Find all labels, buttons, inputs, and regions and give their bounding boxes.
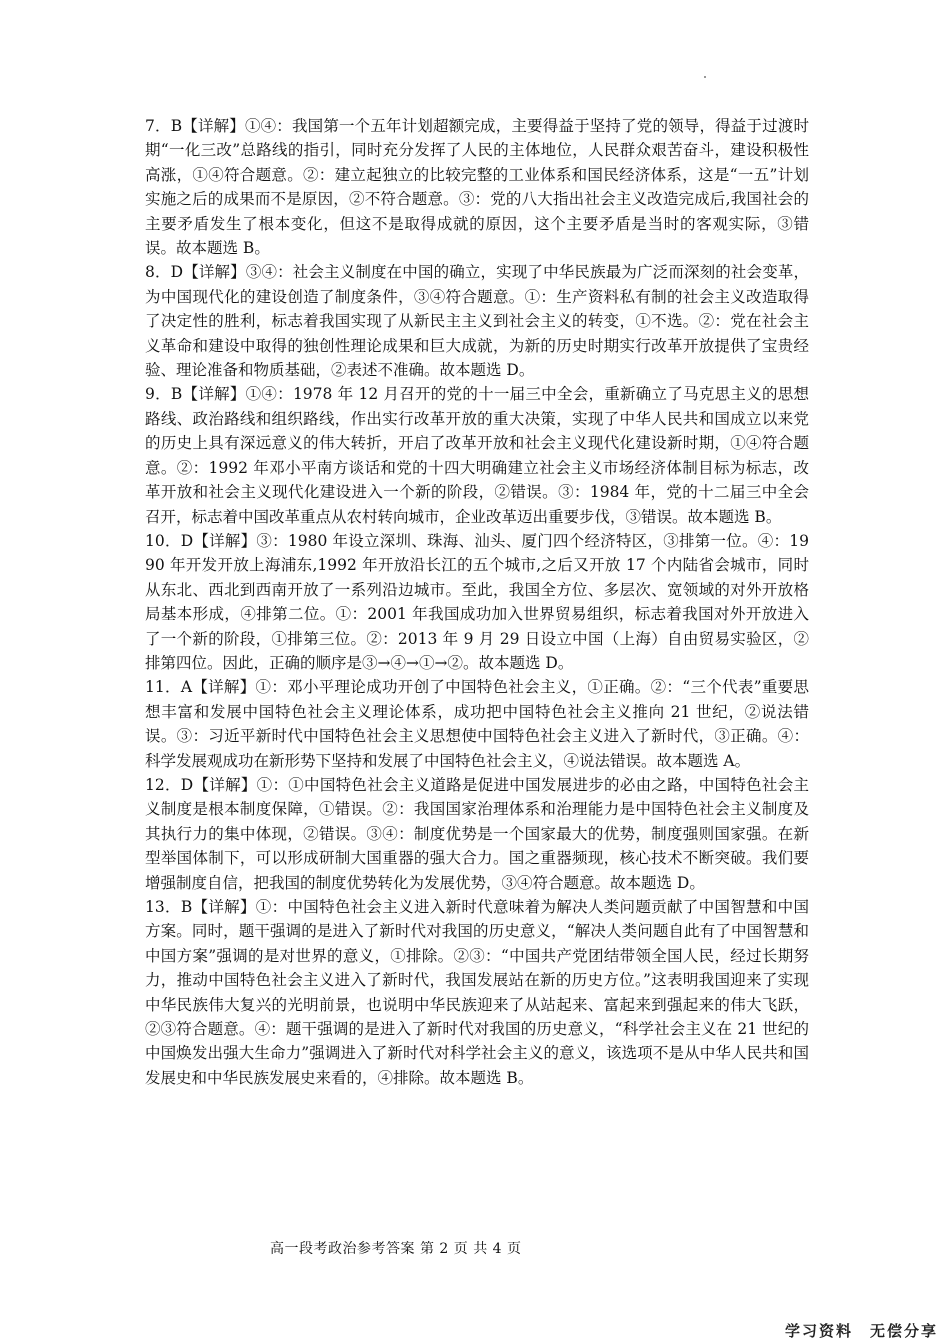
- answer-8: 8．D【详解】③④：社会主义制度在中国的确立，实现了中华民族最为广泛而深刻的社会变革，为中国现代化的建设创造了制度条件，③④符合题意。①：生产资料私有制的社会主义改造取得了决定性的胜利，标志着我国实现了从新民主主义到社会主义的转变，①不选。②：党在社会主义革命和建设中取得的独创性理论成果和巨大成就，为新的历史时期实行改革开放提供了宝贵经验、理论准备和物质基础，②表述不准确。故本题选 D。: [145, 263, 809, 380]
- answer-13: 13．B【详解】①：中国特色社会主义进入新时代意味着为解决人类问题贡献了中国智慧和中国方案。同时，题干强调的是进入了新时代对我国的历史意义，“解决人类问题自此有了中国智慧和中国方案”强调的是对世界的意义，①排除。②③：“中国共产党团结带领全国人民，经过长期努力，推动中国特色社会主义进入了新时代，我国发展站在新的历史方位。”这表明我国迎来了实现中华民族伟大复兴的光明前景，也说明中华民族迎来了从站起来、富起来到强起来的伟大飞跃，②③符合题意。④：题干强调的是进入了新时代对我国的历史意义，“科学社会主义在 21 世纪的中国焕发出强大生命力”强调进入了新时代对科学社会主义的意义，该选项不是从中华人民共和国发展史和中华民族发展史来看的，④排除。故本题选 B。: [145, 898, 809, 1087]
- speck-mark: [704, 76, 706, 78]
- answer-12: 12．D【详解】①：①中国特色社会主义道路是促进中国发展进步的必由之路，中国特色社会主义制度是根本制度保障，①错误。②：我国国家治理体系和治理能力是中国特色社会主义制度及其执行力的集中体现，②错误。③④：制度优势是一个国家最大的优势，制度强则国家强。在新型举国体制下，可以形成研制大国重器的强大合力。国之重器频现，核心技术不断突破。我们要增强制度自信，把我国的制度优势转化为发展优势，③④符合题意。故本题选 D。: [145, 775, 809, 892]
- answer-explanations: [145, 114, 809, 1090]
- answer-10: 10．D【详解】③：1980 年设立深圳、珠海、汕头、厦门四个经济特区，③排第一位。④：1990 年开发开放上海浦东,1992 年开放沿长江的五个城市,之后又开放 17 个内陆省会城市，同时从东北、西北到西南开放了一系列沿边城市。至此，我国全方位、多层次、宽领域的对外开放格局基本形成，④排第二位。①：2001 年我国成功加入世界贸易组织，标志着我国对外开放进入了一个新的阶段，①排第三位。②：2013 年 9 月 29 日设立中国（上海）自由贸易实验区，②排第四位。因此，正确的顺序是③→④→①→②。故本题选 D。: [145, 531, 809, 672]
- answer-9: 9．B【详解】①④：1978 年 12 月召开的党的十一届三中全会，重新确立了马克思主义的思想路线、政治路线和组织路线，作出实行改革开放的重大决策，实现了中华人民共和国成立以来党的历史上具有深远意义的伟大转折，开启了改革开放和社会主义现代化建设新时期，①④符合题意。②：1992 年邓小平南方谈话和党的十四大明确建立社会主义市场经济体制目标为标志，改革开放和社会主义现代化建设进入一个新的阶段，②错误。③：1984 年，党的十二届三中全会召开，标志着中国改革重点从农村转向城市，企业改革迈出重要步伐，③错误。故本题选 B。: [145, 385, 809, 526]
- answer-7: 7．B【详解】①④：我国第一个五年计划超额完成，主要得益于坚持了党的领导，得益于过渡时期“一化三改”总路线的指引，同时充分发挥了人民的主体地位，人民群众艰苦奋斗，建设积极性高涨，①④符合题意。②：建立起独立的比较完整的工业体系和国民经济体系，这是“一五”计划实施之后的成果而不是原因，②不符合题意。③：党的八大指出社会主义改造完成后,我国社会的主要矛盾发生了根本变化，但这不是取得成就的原因，这个主要矛盾是当时的客观实际，③错误。故本题选 B。: [145, 117, 809, 258]
- page-footer: 高一段考政治参考答案 第 2 页 共 4 页: [270, 1241, 522, 1257]
- answer-11: 11．A【详解】①：邓小平理论成功开创了中国特色社会主义，①正确。②：“三个代表”重要思想丰富和发展中国特色社会主义理论体系，成功把中国特色社会主义推向 21 世纪，②说法错误。③：习近平新时代中国特色社会主义思想使中国特色社会主义进入了新时代，③正确。④：科学发展观成功在新形势下坚持和发展了中国特色社会主义，④说法错误。故本题选 A。: [145, 678, 809, 770]
- watermark-text: 学习资料 无偿分享: [784, 1322, 938, 1340]
